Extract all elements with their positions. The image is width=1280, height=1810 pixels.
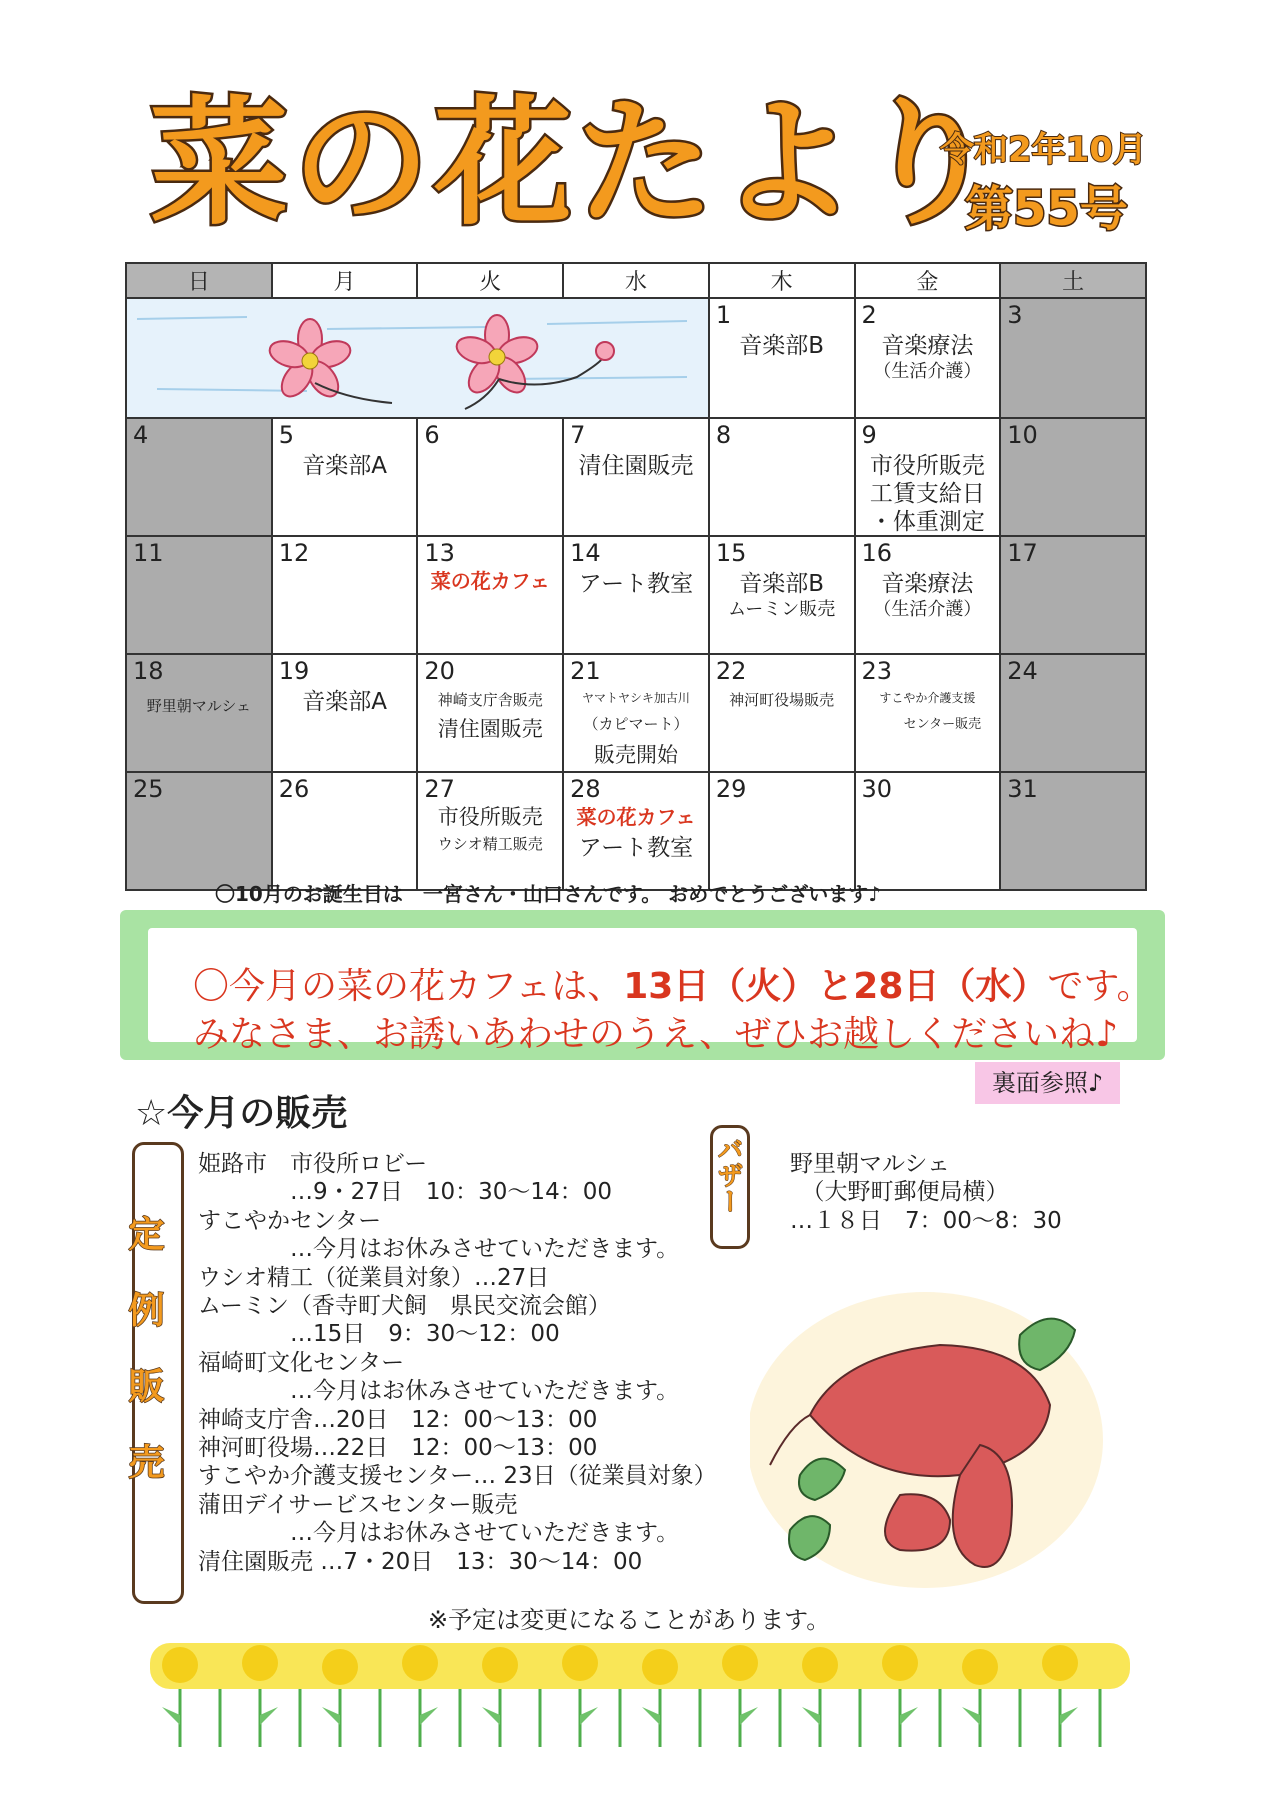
list-item: 神崎支庁舎…20日 12：00～13：00 [198, 1406, 598, 1433]
day-number: 19 [278, 657, 310, 685]
day-number: 22 [715, 657, 747, 685]
list-item: ムーミン（香寺町犬飼 県民交流会館） [198, 1293, 611, 1320]
calendar-week [126, 418, 1146, 536]
cafe-notice-dates: 13日（火）と28日（水） [623, 966, 1048, 1007]
calendar-day-cell [1000, 418, 1146, 536]
calendar-week [126, 298, 1146, 418]
day-event: 音楽療法 [881, 571, 974, 597]
calendar-day-cell [855, 298, 1001, 418]
calendar-day-cell [272, 654, 418, 772]
list-item: …今月はお休みさせていただきます。 [198, 1236, 680, 1263]
day-event: （生活介護） [873, 361, 982, 382]
calendar-day-cell [563, 654, 709, 772]
bazaar-list [790, 1150, 1062, 1235]
day-number: 13 [424, 539, 455, 567]
list-item: ウシオ精工（従業員対象）…27日 [198, 1264, 550, 1291]
list-item: …１８日 7：00～8：30 [790, 1207, 1062, 1234]
day-event: アート教室 [578, 835, 694, 861]
day-number: 27 [424, 775, 455, 803]
day-number: 29 [715, 775, 747, 803]
calendar-day-cell [709, 418, 855, 536]
list-item: すこやか介護支援センター… 23日（従業員対象） [198, 1463, 717, 1490]
day-number: 5 [278, 421, 294, 449]
cosmos-flowers-illustration [127, 299, 702, 413]
calendar-day-cell [1000, 298, 1146, 418]
calendar-day-cell [1000, 654, 1146, 772]
regular-sales-list [198, 1150, 717, 1576]
calendar-day-cell [1000, 536, 1146, 654]
calendar [125, 262, 1147, 878]
day-number: 6 [424, 421, 440, 449]
day-number: 30 [861, 775, 893, 803]
day-number: 8 [715, 421, 732, 449]
weekday-header: 火 [417, 263, 563, 298]
weekday-header: 日 [126, 263, 272, 298]
calendar-day-cell [709, 772, 855, 890]
list-item: 蒲田デイサービスセンター販売 [198, 1491, 518, 1518]
day-event: ・体重測定 [869, 509, 985, 535]
calendar-week [126, 536, 1146, 654]
day-event: 市役所販売 [869, 453, 985, 479]
calendar-day-cell [855, 536, 1001, 654]
cafe-notice-line2: みなさま、お誘いあわせのうえ、ぜひお越しくださいね♪ [193, 1014, 1119, 1055]
day-number: 3 [1007, 301, 1023, 329]
cafe-notice-suffix: です。 [1047, 966, 1153, 1007]
day-number: 7 [570, 421, 586, 449]
calendar-day-cell [272, 772, 418, 890]
see-back-tag: 裏面参照♪ [975, 1062, 1120, 1104]
weekday-header: 月 [272, 263, 418, 298]
calendar-day-cell [417, 418, 563, 536]
list-item: 清住園販売 …7・20日 13：30～14：00 [198, 1548, 643, 1575]
day-event: 音楽部B [739, 571, 825, 597]
newsletter-title: 菜の花たより [150, 83, 1003, 244]
cosmos-illustration-cell [126, 298, 709, 418]
calendar-day-cell [126, 536, 272, 654]
day-event: ウシオ精工販売 [437, 835, 543, 853]
list-item: 姫路市 市役所ロビー [198, 1151, 428, 1177]
weekday-header: 木 [709, 263, 855, 298]
schedule-change-note: ※予定は変更になることがあります。 [428, 1606, 831, 1634]
day-event: ヤマトヤシキ加古川 [582, 691, 690, 705]
cafe-notice-prefix: 〇今月の菜の花カフェは、 [193, 966, 624, 1007]
day-event: 清住園販売 [578, 453, 694, 479]
weekday-header: 水 [563, 263, 709, 298]
day-number: 16 [861, 539, 893, 567]
day-event: 音楽部A [302, 453, 387, 479]
calendar-day-cell [417, 536, 563, 654]
day-number: 26 [278, 775, 310, 803]
day-number: 15 [715, 539, 747, 567]
day-event: 販売開始 [593, 743, 678, 767]
calendar-day-cell [417, 654, 563, 772]
calendar-day-cell [417, 772, 563, 890]
regular-sales-label [123, 1142, 184, 1604]
list-item: 福崎町文化センター [198, 1349, 405, 1376]
day-number: 23 [861, 657, 893, 685]
calendar-day-cell [563, 772, 709, 890]
day-number: 18 [133, 657, 164, 685]
calendar-day-cell [709, 536, 855, 654]
calendar-table [125, 262, 1147, 891]
day-number: 10 [1007, 421, 1038, 449]
issue-number: 第55号 [965, 181, 1128, 237]
day-number: 25 [133, 775, 164, 803]
rapeseed-flowers-border [150, 1635, 1130, 1755]
birthday-notice: 〇10月のお誕生日は 一宮さん・山口さんです。 おめでとうございます♪ [215, 882, 881, 906]
day-number: 24 [1007, 657, 1038, 685]
calendar-week [126, 772, 1146, 890]
day-number: 2 [861, 301, 877, 329]
day-number: 11 [133, 539, 164, 567]
day-event: 音楽部A [302, 689, 387, 715]
day-number: 14 [570, 539, 601, 567]
sweet-potato-illustration [750, 1275, 1130, 1605]
list-item: …今月はお休みさせていただきます。 [198, 1378, 680, 1405]
cafe-event: 菜の花カフェ [430, 569, 550, 593]
day-event: 神河町役場販売 [729, 691, 835, 709]
calendar-day-cell [1000, 772, 1146, 890]
calendar-day-cell [563, 418, 709, 536]
calendar-day-cell [126, 654, 272, 772]
day-number: 4 [133, 421, 149, 449]
sales-title: ☆今月の販売 [135, 1093, 348, 1134]
list-item: 野里朝マルシェ [790, 1151, 950, 1177]
day-number: 9 [861, 421, 877, 449]
weekday-header: 土 [1000, 263, 1146, 298]
calendar-day-cell [272, 418, 418, 536]
weekday-header: 金 [855, 263, 1001, 298]
day-event: 神崎支庁舎販売 [437, 691, 543, 709]
list-item: …15日 9：30～12：00 [198, 1321, 560, 1348]
list-item: （大野町郵便局横） [790, 1179, 1009, 1206]
issue-date: 令和2年10月 [940, 130, 1147, 170]
bazaar-label [710, 1125, 750, 1249]
day-number: 20 [424, 657, 455, 685]
cafe-notice-panel [148, 928, 1153, 1055]
list-item: 神河町役場…22日 12：00～13：00 [198, 1435, 598, 1462]
calendar-day-cell [855, 418, 1001, 536]
calendar-day-cell [563, 536, 709, 654]
list-item: すこやかセンター [198, 1207, 382, 1234]
day-event: センター販売 [903, 717, 982, 732]
day-number: 1 [715, 301, 732, 329]
cafe-notice-line1 [193, 958, 1153, 1009]
day-event: すこやか介護支援 [879, 691, 976, 705]
day-event: 工賃支給日 [869, 481, 985, 507]
calendar-day-cell [709, 298, 855, 418]
cafe-event: 菜の花カフェ [576, 805, 696, 829]
day-event: 野里朝マルシェ [146, 697, 252, 715]
day-number: 17 [1007, 539, 1038, 567]
calendar-day-cell [126, 772, 272, 890]
day-event: 市役所販売 [437, 805, 543, 829]
day-number: 28 [570, 775, 601, 803]
cafe-notice-box [120, 910, 1165, 1060]
list-item: …9・27日 10：30～14：00 [198, 1179, 612, 1206]
day-number: 21 [570, 657, 601, 685]
calendar-day-cell [855, 772, 1001, 890]
bazaar-label-text: バザー [713, 1136, 743, 1214]
calendar-week [126, 654, 1146, 772]
day-number: 12 [278, 539, 310, 567]
day-event: 音楽療法 [881, 333, 974, 359]
day-event: 音楽部B [739, 333, 825, 359]
calendar-day-cell [126, 418, 272, 536]
day-event: （生活介護） [873, 599, 982, 620]
day-event: アート教室 [578, 571, 694, 597]
day-number: 31 [1007, 775, 1038, 803]
calendar-day-cell [272, 536, 418, 654]
calendar-day-cell [709, 654, 855, 772]
day-event: （カピマート） [583, 715, 689, 733]
list-item: …今月はお休みさせていただきます。 [198, 1520, 680, 1547]
day-event: ムーミン販売 [728, 599, 836, 620]
calendar-weekday-row [126, 263, 1146, 298]
calendar-day-cell [855, 654, 1001, 772]
day-event: 清住園販売 [437, 717, 543, 741]
regular-sales-label-text: 定例販売 [123, 1215, 164, 1519]
